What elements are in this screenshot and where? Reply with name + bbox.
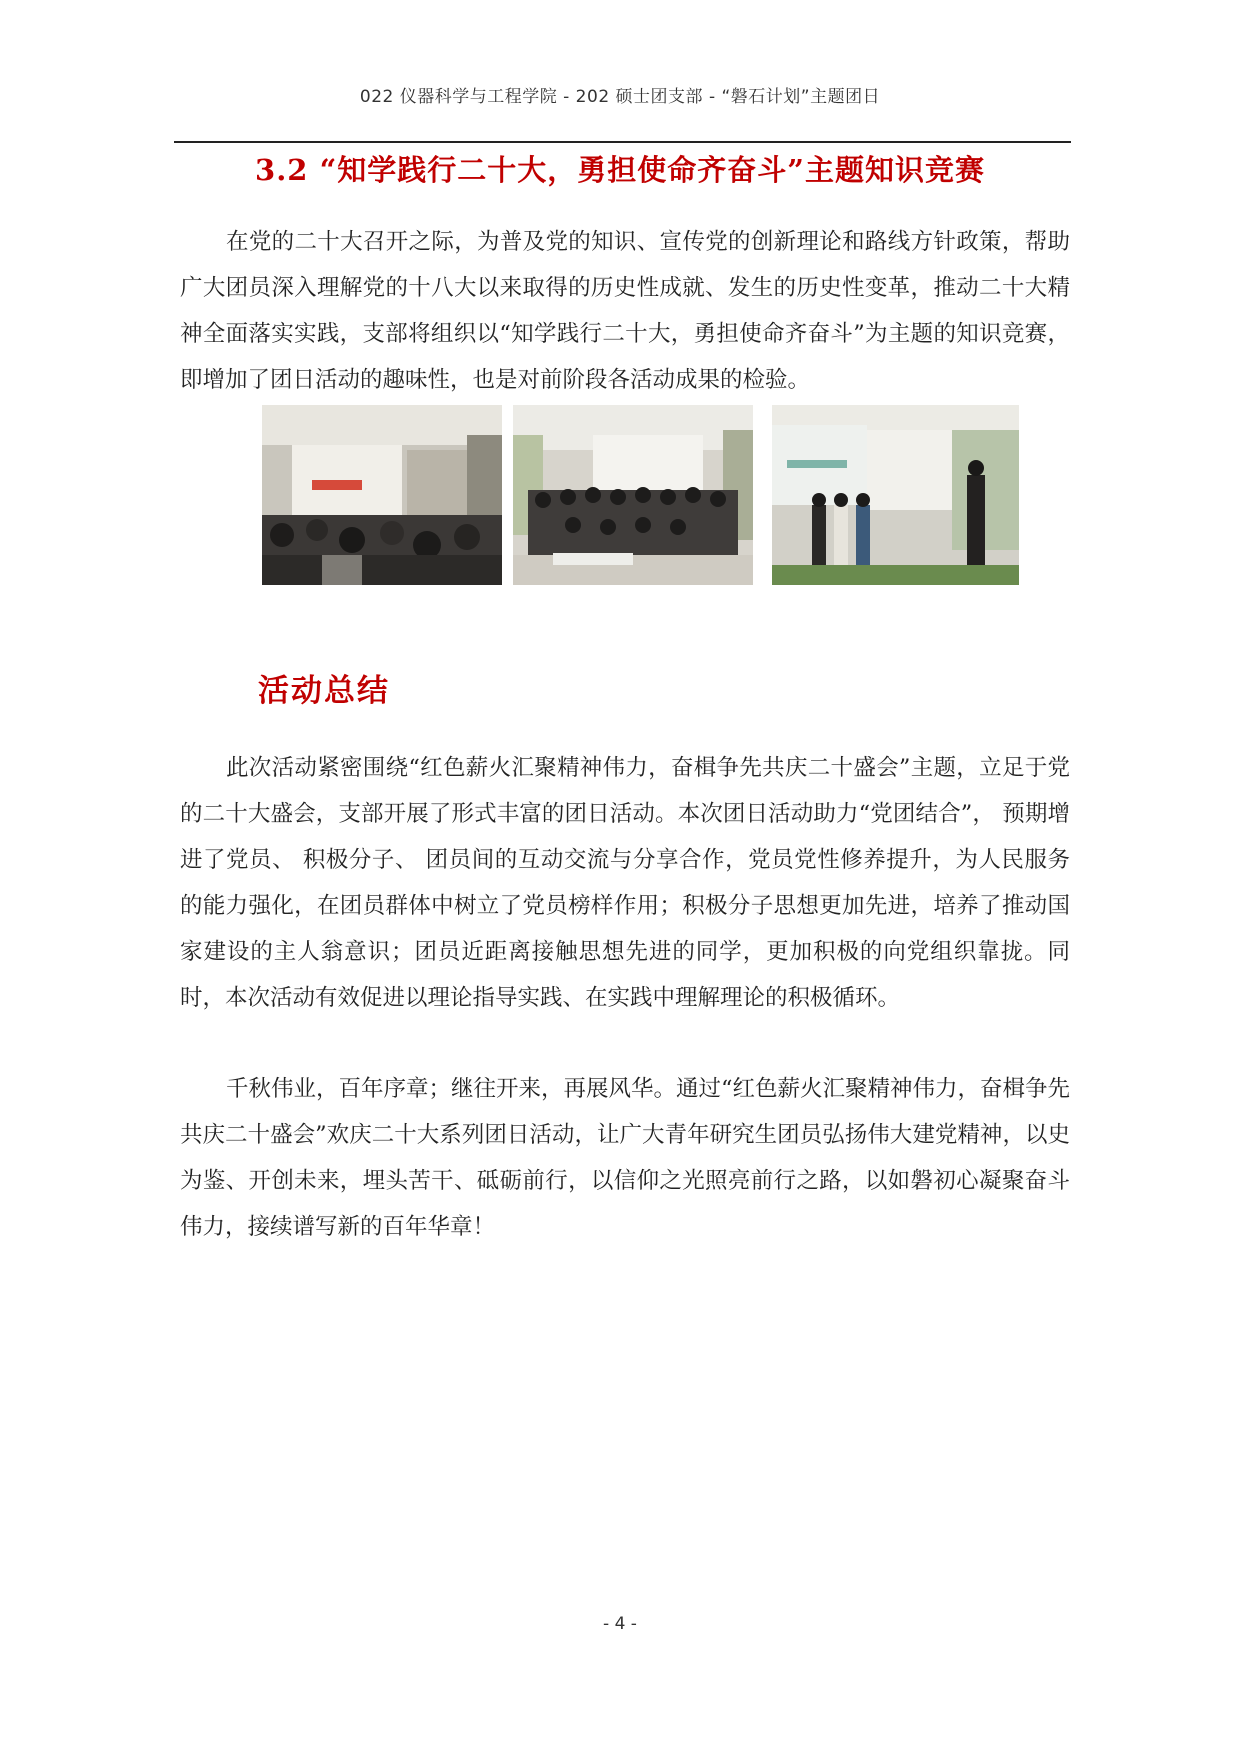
section-paragraph: 在党的二十大召开之际，为普及党的知识、宣传党的创新理论和路线方针政策，帮助广大团员深入理解党的十八大以来取得的历史性成就、发生的历史性变革，推动二十大精神全面落实实践，支部将组织以“知学践行二十大，勇担使命齐奋斗”为主题的知识竞赛，即增加了团日活动的趣味性，也是对前阶段各活动成果的检验。 [180, 229, 1070, 393]
header-divider [174, 141, 1071, 143]
photo-group [513, 405, 753, 585]
page-header: 022 仪器科学与工程学院 - 202 硕士团支部 - “磐石计划”主题团日 [359, 87, 881, 107]
section-title: 3.2 “知学践行二十大，勇担使命齐奋斗”主题知识竞赛 [255, 153, 985, 187]
summary-paragraph-2: 千秋伟业，百年序章；继往开来，再展风华。通过“红色薪火汇聚精神伟力，奋楫争先共庆二十盛会”欢庆二十大系列团日活动，让广大青年研究生团员弘扬伟大建党精神，以史为鉴、开创未来，埋头苦干、砥砺前行，以信仰之光照亮前行之路，以如磐初心凝聚奋斗伟力，接续谱写新的百年华章！ [180, 1076, 1071, 1240]
summary-paragraph-1: 此次活动紧密围绕“红色薪火汇聚精神伟力，奋楫争先共庆二十盛会”主题，立足于党的二十大盛会，支部开展了形式丰富的团日活动。本次团日活动助力“党团结合”， 预期增进了党员、 积极分子、 团员间的互动交流与分享合作，党员党性修养提升，为人民服务的能力强化，在团员群体中树立了党员榜样作用；积极分子思想更加先进，培养了推动国家建设的主人翁意识；团员近距离接触思想先进的同学，更加积极的向党组织靠拢。同时，本次活动有效促进以理论指导实践、在实践中理解理论的积极循环。 [180, 755, 1070, 1011]
photo-presenters [772, 405, 1019, 585]
summary-title: 活动总结 [258, 673, 390, 709]
photo-classroom-audience [262, 405, 502, 585]
page-number: - 4 - [603, 1614, 637, 1634]
